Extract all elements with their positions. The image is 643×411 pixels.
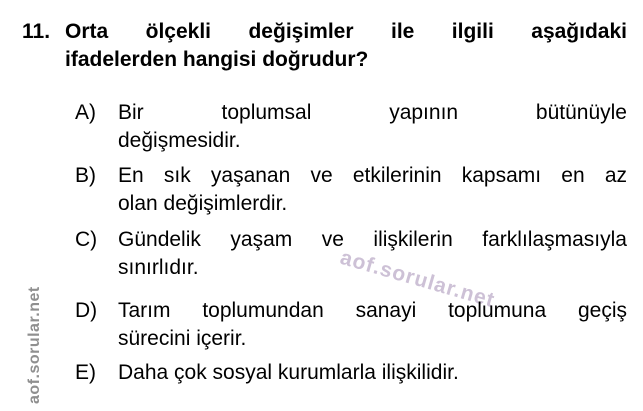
option-d-letter: D) (75, 299, 98, 322)
option-b-text (118, 162, 627, 218)
question (0, 0, 643, 74)
option-a-letter: A) (75, 101, 96, 124)
option-e-letter: E) (75, 361, 96, 384)
option-b-line-1: En sık yaşanan ve etkilerinin kapsamı en az (118, 164, 627, 187)
question-line-1: Orta ölçekli değişimler ile ilgili aşağıdaki (65, 20, 627, 43)
option-e-line-1: Daha çok sosyal kurumlarla ilişkilidir. (118, 361, 459, 384)
option-d-text (118, 297, 627, 353)
option-b-line-2: olan değişimlerdir. (118, 192, 288, 215)
question-number: 11. (22, 20, 51, 43)
question-line-2: ifadelerden hangisi doğrudur? (65, 48, 369, 71)
option-a-line-2: değişmesidir. (118, 129, 241, 152)
option-d-line-1: Tarım toplumundan sanayi toplumuna geçiş (118, 299, 627, 322)
option-b-letter: B) (75, 164, 96, 187)
option-c (75, 226, 627, 282)
option-d (75, 297, 627, 353)
option-a-text (118, 99, 627, 155)
option-b (75, 162, 627, 218)
option-a-line-1: Bir toplumsal yapının bütünüyle (118, 101, 627, 124)
option-e-text (118, 359, 627, 387)
watermark-vertical: aof.sorular.net (26, 286, 43, 404)
options-list (75, 99, 627, 387)
option-d-line-2: sürecini içerir. (118, 327, 247, 350)
watermark-diagonal: aof.sorular.net (337, 246, 498, 313)
option-c-letter: C) (75, 228, 98, 251)
option-c-line-1: Gündelik yaşam ve ilişkilerin farklılaşmasıyla (118, 228, 627, 251)
option-a (75, 99, 627, 155)
option-c-line-2: sınırlıdır. (118, 256, 199, 279)
option-e (75, 359, 627, 387)
question-text (65, 18, 627, 74)
option-c-text (118, 226, 627, 282)
